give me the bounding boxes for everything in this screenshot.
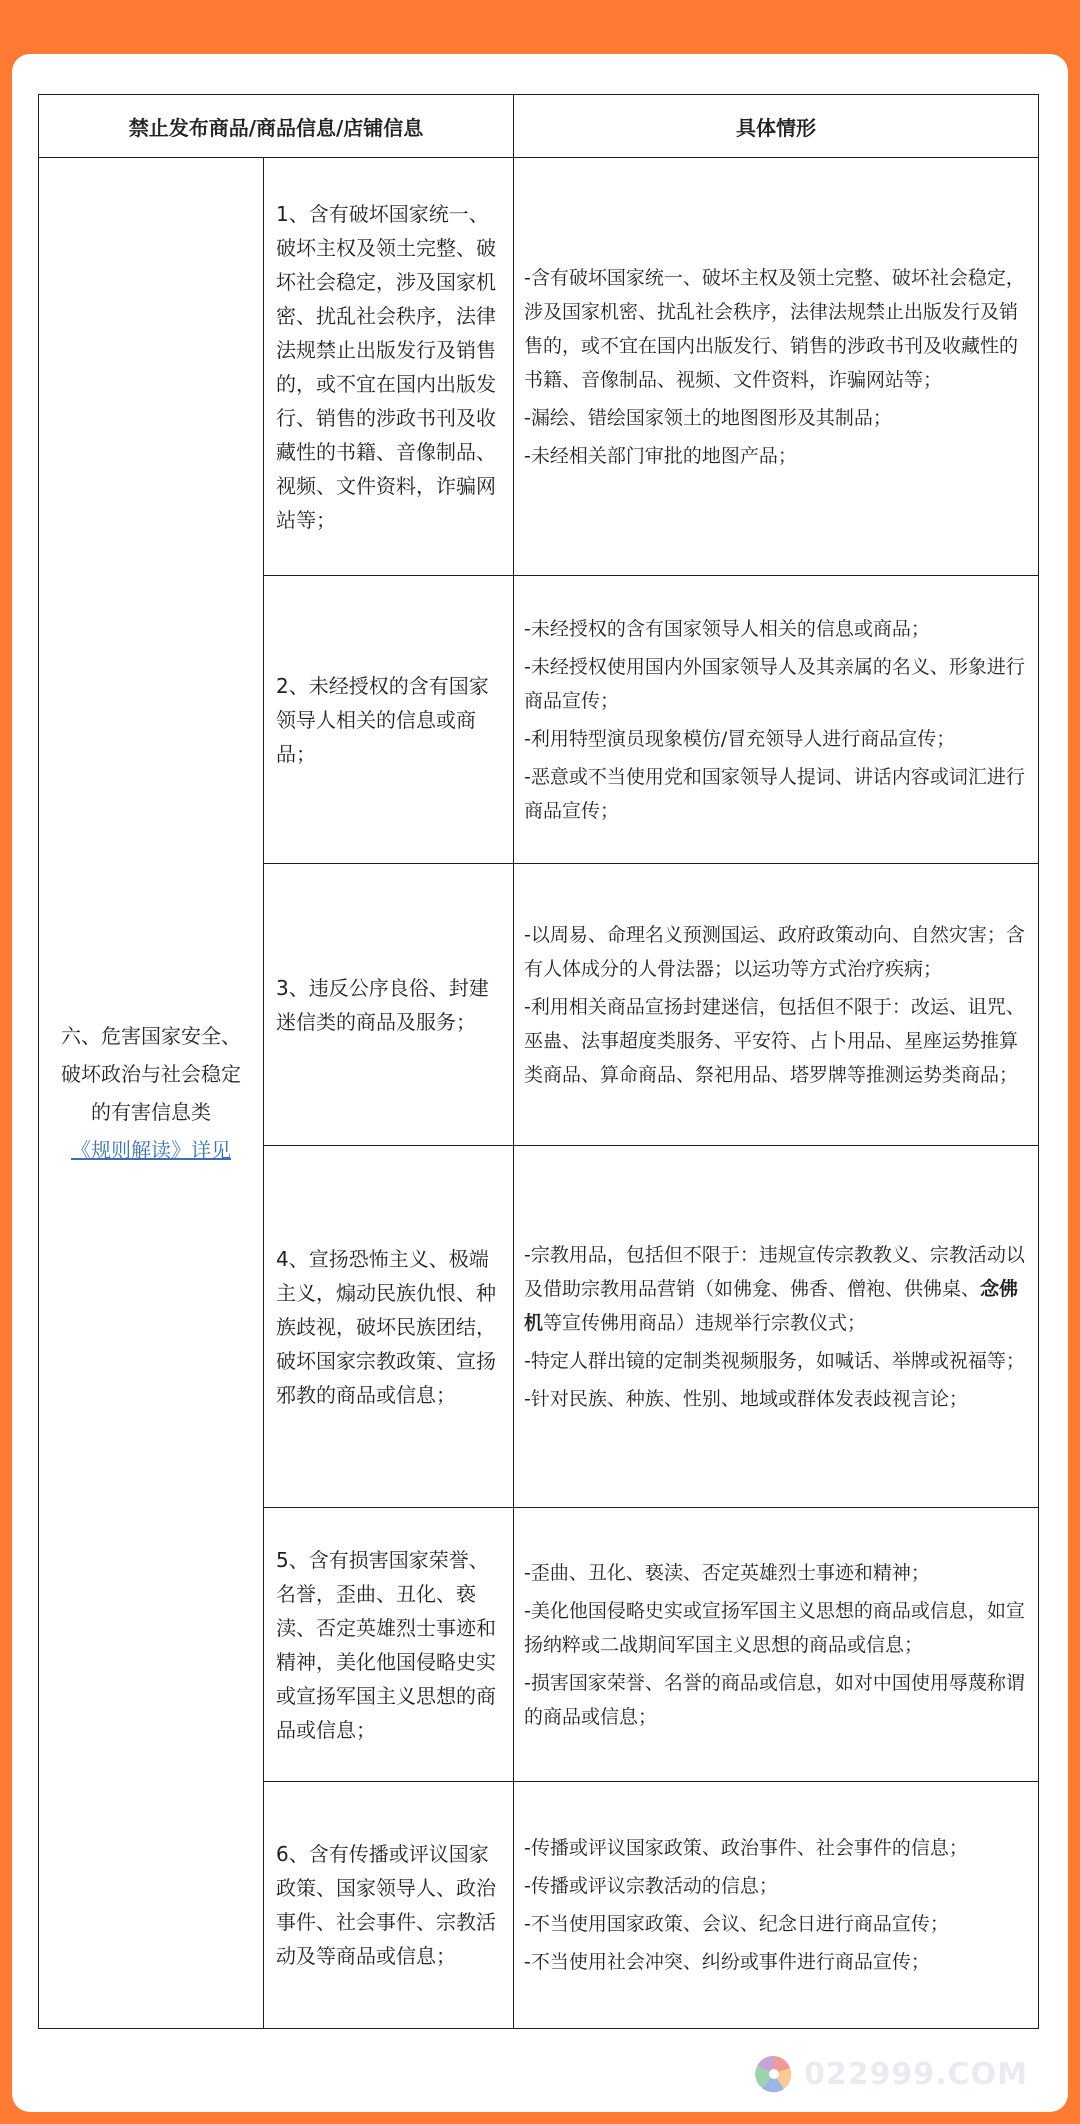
detail-line: -以周易、命理名义预测国运、政府政策动向、自然灾害；含有人体成分的人骨法器；以运功等方式治疗疾病； [524, 923, 1025, 980]
detail-text: -宗教用品，包括但不限于：违规宣传宗教教义、宗教活动以及借助宗教用品营销（如佛龛、佛香、僧袍、供佛桌、 [524, 1243, 1025, 1300]
detail-line: -特定人群出镜的定制类视频服务，如喊话、举牌或祝福等； [524, 1349, 1025, 1372]
detail-line: -美化他国侵略史实或宣扬军国主义思想的商品或信息，如宣扬纳粹或二战期间军国主义思想的商品或信息； [524, 1599, 1025, 1656]
details-cell [514, 158, 1039, 576]
category-line: 六、危害国家安全、 [61, 1024, 241, 1048]
detail-line: -未经授权使用国内外国家领导人及其亲属的名义、形象进行商品宣传； [524, 655, 1025, 712]
detail-line: -含有破坏国家统一、破坏主权及领土完整、破坏社会稳定，涉及国家机密、扰乱社会秩序，法律法规禁止出版发行及销售的，或不宜在国内出版发行、销售的涉政书刊及收藏性的书籍、音像制品、视频、文件资料，诈骗网站等； [524, 266, 1025, 391]
category-cell [39, 158, 264, 2029]
item-cell: 4、宣扬恐怖主义、极端主义，煽动民族仇恨、种族歧视，破坏民族团结，破坏国家宗教政策、宣扬邪教的商品或信息； [264, 1146, 514, 1508]
detail-line [524, 1238, 1028, 1340]
item-cell: 2、未经授权的含有国家领导人相关的信息或商品； [264, 576, 514, 864]
watermark [752, 2046, 1028, 2102]
item-cell: 6、含有传播或评议国家政策、国家领导人、政治事件、社会事件、宗教活动及等商品或信息； [264, 1782, 514, 2029]
rules-interpretation-link[interactable]: 《规则解读》详见 [71, 1138, 231, 1162]
table-row [39, 158, 1039, 576]
item-cell: 5、含有损害国家荣誉、名誉，歪曲、丑化、亵渎、否定英雄烈士事迹和精神，美化他国侵略史实或宣扬军国主义思想的商品或信息； [264, 1508, 514, 1782]
detail-line: -针对民族、种族、性别、地域或群体发表歧视言论； [524, 1387, 968, 1410]
detail-line: -未经授权的含有国家领导人相关的信息或商品； [524, 617, 930, 640]
details-cell [514, 1508, 1039, 1782]
header-situations: 具体情形 [514, 95, 1039, 158]
detail-line: -利用相关商品宣扬封建迷信，包括但不限于：改运、诅咒、巫蛊、法事超度类服务、平安符、占卜用品、星座运势推算类商品、算命商品、祭祀用品、塔罗牌等推测运势类商品； [524, 995, 1025, 1086]
detail-line: -不当使用国家政策、会议、纪念日进行商品宣传； [524, 1913, 949, 1935]
details-cell [514, 1146, 1039, 1508]
table-header-row [39, 95, 1039, 158]
detail-line: -利用特型演员现象模仿/冒充领导人进行商品宣传； [524, 727, 956, 750]
detail-text: 等宣传佛用商品）违规举行宗教仪式； [543, 1311, 867, 1334]
item-cell: 1、含有破坏国家统一、破坏主权及领土完整、破坏社会稳定，涉及国家机密、扰乱社会秩序，法律法规禁止出版发行及销售的，或不宜在国内出版发行、销售的涉政书刊及收藏性的书籍、音像制品、视频、文件资料，诈骗网站等； [264, 158, 514, 576]
detail-line: -漏绘、错绘国家领土的地图图形及其制品； [524, 406, 892, 429]
rules-table [38, 94, 1039, 2029]
detail-line: -歪曲、丑化、亵渎、否定英雄烈士事迹和精神； [524, 1561, 930, 1584]
detail-line: -不当使用社会冲突、纠纷或事件进行商品宣传； [524, 1951, 930, 1973]
highlighted-term: 念佛机 [524, 1277, 1019, 1334]
details-cell [514, 864, 1039, 1146]
category-line: 破坏政治与社会稳定 [61, 1062, 241, 1086]
category-line: 的有害信息类 [91, 1100, 211, 1124]
detail-line: -损害国家荣誉、名誉的商品或信息，如对中国使用辱蔑称谓的商品或信息； [524, 1671, 1025, 1728]
item-cell: 3、违反公序良俗、封建迷信类的商品及服务； [264, 864, 514, 1146]
detail-line: -传播或评议宗教活动的信息； [524, 1875, 778, 1897]
detail-line: -未经相关部门审批的地图产品； [524, 444, 797, 467]
details-cell [514, 576, 1039, 864]
detail-line: -传播或评议国家政策、政治事件、社会事件的信息； [524, 1837, 968, 1859]
detail-line: -恶意或不当使用党和国家领导人提词、讲话内容或词汇进行商品宣传； [524, 765, 1025, 822]
pinwheel-logo-icon [752, 2052, 796, 2096]
watermark-text: 022999.COM [803, 2056, 1028, 2092]
content-card [12, 54, 1068, 2112]
details-cell [514, 1782, 1039, 2029]
header-prohibited: 禁止发布商品/商品信息/店铺信息 [39, 95, 514, 158]
